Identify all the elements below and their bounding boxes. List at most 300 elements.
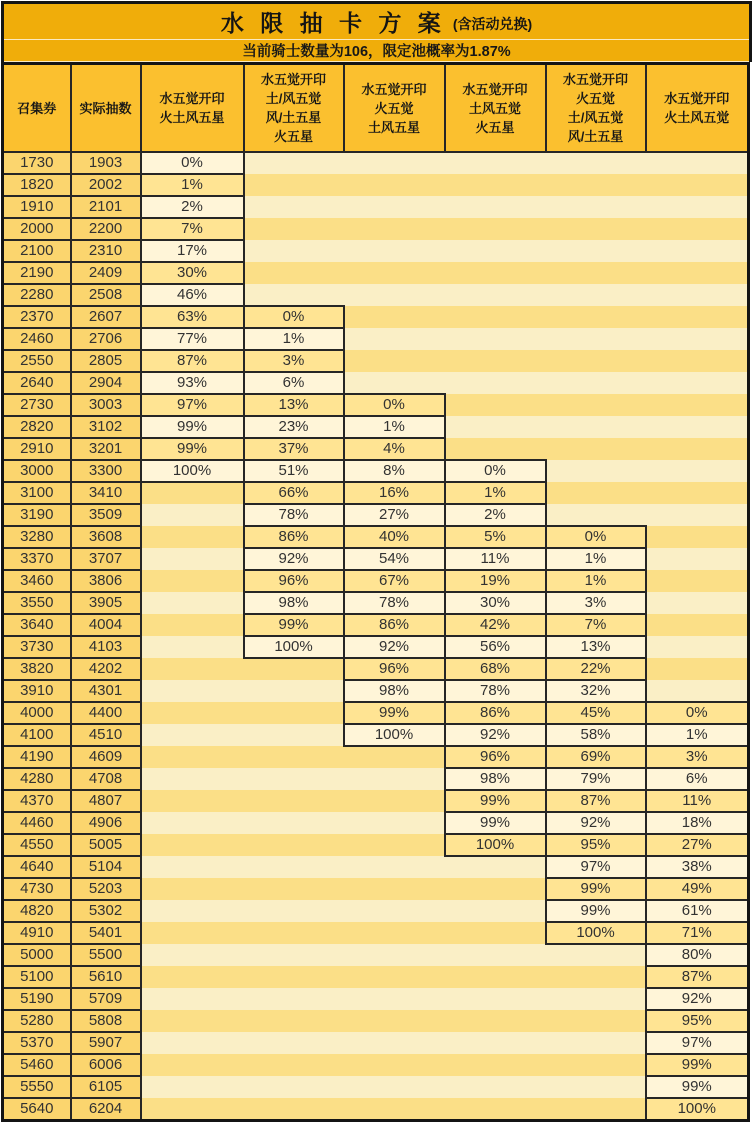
draws-cell: 2310 — [71, 240, 141, 262]
probability-cell: 92% — [546, 812, 646, 834]
draws-cell: 5610 — [71, 966, 141, 988]
draws-cell: 3608 — [71, 526, 141, 548]
probability-cell: 0% — [141, 152, 244, 174]
probability-cell — [244, 218, 344, 240]
probability-cell — [546, 1098, 646, 1121]
table-row — [3, 570, 749, 592]
probability-cell — [244, 768, 344, 790]
column-header-line: 火五觉 — [575, 91, 615, 106]
probability-cell — [244, 680, 344, 702]
draws-cell: 4202 — [71, 658, 141, 680]
draws-cell: 4004 — [71, 614, 141, 636]
table-row — [3, 174, 749, 196]
probability-cell — [141, 592, 244, 614]
column-header-col8 — [646, 64, 749, 153]
tickets-cell: 4820 — [3, 900, 71, 922]
probability-cell: 93% — [141, 372, 244, 394]
table-row — [3, 944, 749, 966]
probability-cell: 98% — [445, 768, 546, 790]
table-row — [3, 900, 749, 922]
probability-cell — [546, 218, 646, 240]
tickets-cell: 3190 — [3, 504, 71, 526]
probability-cell — [646, 548, 749, 570]
probability-cell — [344, 922, 445, 944]
probability-cell — [344, 1032, 445, 1054]
probability-cell: 3% — [646, 746, 749, 768]
tickets-cell: 2910 — [3, 438, 71, 460]
probability-cell — [445, 1054, 546, 1076]
table-row — [3, 262, 749, 284]
probability-cell — [141, 856, 244, 878]
draws-cell: 4807 — [71, 790, 141, 812]
probability-cell: 32% — [546, 680, 646, 702]
probability-cell: 97% — [646, 1032, 749, 1054]
probability-cell: 87% — [546, 790, 646, 812]
column-header-line: 土/风五觉 — [265, 91, 322, 106]
table-row — [3, 812, 749, 834]
table-row — [3, 482, 749, 504]
table-row — [3, 966, 749, 988]
probability-cell — [546, 460, 646, 482]
probability-cell — [546, 1010, 646, 1032]
probability-cell — [244, 284, 344, 306]
probability-cell — [546, 416, 646, 438]
draws-cell: 6105 — [71, 1076, 141, 1098]
probability-cell — [546, 262, 646, 284]
probability-cell — [344, 1010, 445, 1032]
column-header-line: 土/风五觉 — [567, 110, 624, 125]
draws-cell: 5203 — [71, 878, 141, 900]
probability-cell — [141, 1032, 244, 1054]
probability-cell — [141, 526, 244, 548]
probability-cell: 0% — [646, 702, 749, 724]
probability-cell: 78% — [344, 592, 445, 614]
probability-cell — [344, 790, 445, 812]
probability-cell — [445, 372, 546, 394]
draws-cell: 2101 — [71, 196, 141, 218]
tickets-cell: 5100 — [3, 966, 71, 988]
probability-cell — [546, 966, 646, 988]
probability-cell: 1% — [546, 548, 646, 570]
tickets-cell: 3640 — [3, 614, 71, 636]
probability-cell — [546, 504, 646, 526]
probability-cell: 96% — [344, 658, 445, 680]
probability-cell: 30% — [445, 592, 546, 614]
probability-cell — [244, 922, 344, 944]
probability-cell — [244, 174, 344, 196]
probability-cell — [646, 174, 749, 196]
probability-cell: 92% — [646, 988, 749, 1010]
probability-cell: 0% — [445, 460, 546, 482]
tickets-cell: 5370 — [3, 1032, 71, 1054]
probability-cell: 98% — [244, 592, 344, 614]
table-row — [3, 548, 749, 570]
probability-cell: 92% — [445, 724, 546, 746]
probability-cell — [244, 1010, 344, 1032]
probability-cell: 1% — [244, 328, 344, 350]
probability-cell: 5% — [445, 526, 546, 548]
probability-cell: 18% — [646, 812, 749, 834]
tickets-cell: 3550 — [3, 592, 71, 614]
draws-cell: 5302 — [71, 900, 141, 922]
probability-cell: 13% — [244, 394, 344, 416]
tickets-cell: 3910 — [3, 680, 71, 702]
table-row — [3, 152, 749, 174]
probability-cell — [244, 988, 344, 1010]
probability-cell — [344, 834, 445, 856]
probability-cell — [646, 460, 749, 482]
probability-cell — [646, 306, 749, 328]
column-header-line: 水五觉开印 — [664, 91, 730, 106]
draws-cell: 4906 — [71, 812, 141, 834]
tickets-cell: 3370 — [3, 548, 71, 570]
probability-cell: 99% — [445, 812, 546, 834]
probability-cell: 71% — [646, 922, 749, 944]
draws-cell: 3410 — [71, 482, 141, 504]
page-title: 水 限 抽 卡 方 案 — [220, 10, 446, 36]
probability-cell — [141, 614, 244, 636]
probability-cell: 0% — [546, 526, 646, 548]
probability-cell: 11% — [646, 790, 749, 812]
table-row — [3, 1032, 749, 1054]
probability-cell: 61% — [646, 900, 749, 922]
draws-cell: 2409 — [71, 262, 141, 284]
probability-cell — [244, 878, 344, 900]
probability-cell — [141, 724, 244, 746]
probability-cell — [646, 262, 749, 284]
column-header-tickets — [3, 64, 71, 153]
probability-cell — [344, 152, 445, 174]
probability-cell — [546, 394, 646, 416]
table-row — [3, 702, 749, 724]
draws-cell: 6204 — [71, 1098, 141, 1121]
probability-cell: 77% — [141, 328, 244, 350]
probability-cell: 8% — [344, 460, 445, 482]
column-header-col7 — [546, 64, 646, 153]
tickets-cell: 1820 — [3, 174, 71, 196]
probability-cell — [344, 328, 445, 350]
tickets-cell: 4550 — [3, 834, 71, 856]
column-header-line: 水五觉开印 — [159, 91, 225, 106]
probability-cell — [546, 240, 646, 262]
tickets-cell: 1910 — [3, 196, 71, 218]
probability-cell: 1% — [546, 570, 646, 592]
column-header-col3 — [141, 64, 244, 153]
probability-cell: 2% — [445, 504, 546, 526]
probability-cell — [445, 416, 546, 438]
probability-cell — [141, 548, 244, 570]
probability-cell: 1% — [445, 482, 546, 504]
probability-cell: 99% — [546, 878, 646, 900]
column-header-line: 水五觉开印 — [562, 72, 628, 87]
table-row — [3, 504, 749, 526]
probability-cell — [141, 1054, 244, 1076]
probability-cell — [344, 768, 445, 790]
tickets-cell: 4910 — [3, 922, 71, 944]
probability-cell — [141, 1010, 244, 1032]
draws-cell: 3509 — [71, 504, 141, 526]
probability-cell — [546, 1054, 646, 1076]
draws-cell: 2904 — [71, 372, 141, 394]
probability-cell — [141, 570, 244, 592]
probability-cell — [244, 196, 344, 218]
probability-cell — [546, 350, 646, 372]
column-header-line: 水五觉开印 — [462, 81, 528, 97]
probability-cell — [141, 504, 244, 526]
probability-cell — [646, 658, 749, 680]
probability-cell — [445, 1010, 546, 1032]
probability-cell — [546, 944, 646, 966]
probability-cell: 92% — [344, 636, 445, 658]
tickets-cell: 2550 — [3, 350, 71, 372]
table-row — [3, 724, 749, 746]
probability-cell — [445, 152, 546, 174]
probability-cell: 6% — [646, 768, 749, 790]
probability-cell: 56% — [445, 636, 546, 658]
probability-cell: 92% — [244, 548, 344, 570]
tickets-cell: 3000 — [3, 460, 71, 482]
probability-cell: 79% — [546, 768, 646, 790]
probability-cell: 58% — [546, 724, 646, 746]
probability-cell: 27% — [646, 834, 749, 856]
probability-cell: 96% — [445, 746, 546, 768]
probability-cell — [244, 966, 344, 988]
probability-cell — [244, 856, 344, 878]
draws-cell: 4103 — [71, 636, 141, 658]
probability-cell: 22% — [546, 658, 646, 680]
probability-cell: 95% — [646, 1010, 749, 1032]
probability-cell — [141, 900, 244, 922]
probability-cell: 86% — [445, 702, 546, 724]
probability-cell: 16% — [344, 482, 445, 504]
probability-cell — [646, 526, 749, 548]
probability-cell: 30% — [141, 262, 244, 284]
table-row — [3, 1010, 749, 1032]
probability-cell — [141, 1076, 244, 1098]
column-header-line: 实际抽数 — [79, 100, 132, 116]
column-header-col6 — [445, 64, 546, 153]
probability-cell — [141, 746, 244, 768]
probability-cell — [344, 944, 445, 966]
probability-cell: 1% — [344, 416, 445, 438]
probability-cell: 42% — [445, 614, 546, 636]
draws-cell: 2200 — [71, 218, 141, 240]
tickets-cell: 5280 — [3, 1010, 71, 1032]
probability-cell: 3% — [546, 592, 646, 614]
probability-cell — [445, 196, 546, 218]
probability-cell — [141, 636, 244, 658]
column-header-line: 土风五觉 — [468, 100, 521, 116]
table-row — [3, 416, 749, 438]
probability-cell: 49% — [646, 878, 749, 900]
probability-cell — [141, 966, 244, 988]
probability-cell — [141, 834, 244, 856]
probability-cell: 100% — [445, 834, 546, 856]
draws-cell: 2706 — [71, 328, 141, 350]
probability-cell — [546, 328, 646, 350]
probability-cell — [646, 372, 749, 394]
probability-cell — [244, 262, 344, 284]
probability-cell: 97% — [141, 394, 244, 416]
probability-cell: 97% — [546, 856, 646, 878]
tickets-cell: 3100 — [3, 482, 71, 504]
probability-cell — [344, 372, 445, 394]
probability-cell: 46% — [141, 284, 244, 306]
probability-cell — [445, 218, 546, 240]
tickets-cell: 4460 — [3, 812, 71, 834]
table-row — [3, 394, 749, 416]
draws-cell: 5500 — [71, 944, 141, 966]
probability-cell: 99% — [646, 1054, 749, 1076]
tickets-cell: 2370 — [3, 306, 71, 328]
probability-cell: 99% — [344, 702, 445, 724]
tickets-cell: 2280 — [3, 284, 71, 306]
probability-cell — [141, 1098, 244, 1121]
probability-cell — [445, 878, 546, 900]
probability-cell: 40% — [344, 526, 445, 548]
probability-cell — [344, 900, 445, 922]
probability-cell — [445, 306, 546, 328]
probability-cell: 99% — [141, 416, 244, 438]
tickets-cell: 3460 — [3, 570, 71, 592]
probability-cell: 87% — [141, 350, 244, 372]
probability-cell — [445, 1076, 546, 1098]
tickets-cell: 3820 — [3, 658, 71, 680]
column-header-col4 — [244, 64, 344, 153]
probability-cell — [445, 1032, 546, 1054]
probability-cell: 68% — [445, 658, 546, 680]
probability-cell: 13% — [546, 636, 646, 658]
probability-cell — [546, 174, 646, 196]
probability-cell — [344, 174, 445, 196]
table-row — [3, 768, 749, 790]
probability-cell: 17% — [141, 240, 244, 262]
tickets-cell: 3730 — [3, 636, 71, 658]
probability-cell — [546, 152, 646, 174]
probability-cell: 1% — [141, 174, 244, 196]
tickets-cell: 5460 — [3, 1054, 71, 1076]
table-row — [3, 196, 749, 218]
probability-cell: 11% — [445, 548, 546, 570]
probability-cell: 0% — [244, 306, 344, 328]
probability-cell — [546, 988, 646, 1010]
probability-cell: 100% — [344, 724, 445, 746]
draws-cell: 5709 — [71, 988, 141, 1010]
probability-cell — [141, 922, 244, 944]
table-row — [3, 1054, 749, 1076]
table-row — [3, 438, 749, 460]
probability-cell — [646, 350, 749, 372]
probability-cell — [646, 328, 749, 350]
table-row — [3, 636, 749, 658]
probability-cell: 2% — [141, 196, 244, 218]
column-header-line: 火土风五觉 — [664, 110, 730, 125]
probability-cell — [344, 1054, 445, 1076]
probability-cell: 86% — [244, 526, 344, 548]
tickets-cell: 2820 — [3, 416, 71, 438]
probability-cell — [141, 944, 244, 966]
probability-cell — [344, 240, 445, 262]
draws-cell: 3102 — [71, 416, 141, 438]
tickets-cell: 1730 — [3, 152, 71, 174]
tickets-cell: 2190 — [3, 262, 71, 284]
probability-cell — [244, 1076, 344, 1098]
probability-cell — [445, 944, 546, 966]
title-row — [4, 4, 749, 39]
probability-cell — [445, 856, 546, 878]
draws-cell: 3201 — [71, 438, 141, 460]
draws-cell: 2002 — [71, 174, 141, 196]
table-row — [3, 350, 749, 372]
probability-cell — [244, 702, 344, 724]
column-header-line: 水五觉开印 — [361, 81, 427, 97]
draws-cell: 4301 — [71, 680, 141, 702]
probability-cell: 3% — [244, 350, 344, 372]
table-row — [3, 328, 749, 350]
probability-cell — [244, 790, 344, 812]
probability-cell — [244, 944, 344, 966]
table-row — [3, 790, 749, 812]
probability-cell — [445, 284, 546, 306]
probability-cell — [445, 174, 546, 196]
probability-cell — [445, 350, 546, 372]
probability-cell: 67% — [344, 570, 445, 592]
probability-cell — [141, 658, 244, 680]
draws-cell: 5104 — [71, 856, 141, 878]
table-row — [3, 306, 749, 328]
table-row — [3, 592, 749, 614]
draws-cell: 4400 — [71, 702, 141, 724]
table-row — [3, 658, 749, 680]
probability-cell — [646, 152, 749, 174]
probability-cell: 87% — [646, 966, 749, 988]
probability-cell — [646, 196, 749, 218]
draws-cell: 3300 — [71, 460, 141, 482]
table-row — [3, 746, 749, 768]
table-row — [3, 680, 749, 702]
probability-cell: 96% — [244, 570, 344, 592]
column-header-col5 — [344, 64, 445, 153]
draws-cell: 5005 — [71, 834, 141, 856]
draws-cell: 5401 — [71, 922, 141, 944]
column-header-draws — [71, 64, 141, 153]
probability-cell — [344, 218, 445, 240]
tickets-cell: 4280 — [3, 768, 71, 790]
probability-cell: 100% — [646, 1098, 749, 1121]
probability-cell — [546, 1032, 646, 1054]
table-row — [3, 988, 749, 1010]
tickets-cell: 4640 — [3, 856, 71, 878]
probability-cell: 98% — [344, 680, 445, 702]
probability-cell — [141, 702, 244, 724]
probability-cell: 99% — [141, 438, 244, 460]
column-header-line: 火土风五星 — [159, 110, 225, 125]
header-row — [3, 64, 749, 153]
probability-cell — [445, 394, 546, 416]
tickets-cell: 4190 — [3, 746, 71, 768]
probability-cell: 100% — [244, 636, 344, 658]
probability-cell — [141, 988, 244, 1010]
tickets-cell: 5000 — [3, 944, 71, 966]
probability-cell — [344, 306, 445, 328]
probability-cell: 27% — [344, 504, 445, 526]
tickets-cell: 5550 — [3, 1076, 71, 1098]
probability-cell: 66% — [244, 482, 344, 504]
probability-cell: 37% — [244, 438, 344, 460]
column-header-line: 风/土五星 — [265, 110, 322, 125]
probability-cell: 99% — [244, 614, 344, 636]
table-row — [3, 614, 749, 636]
